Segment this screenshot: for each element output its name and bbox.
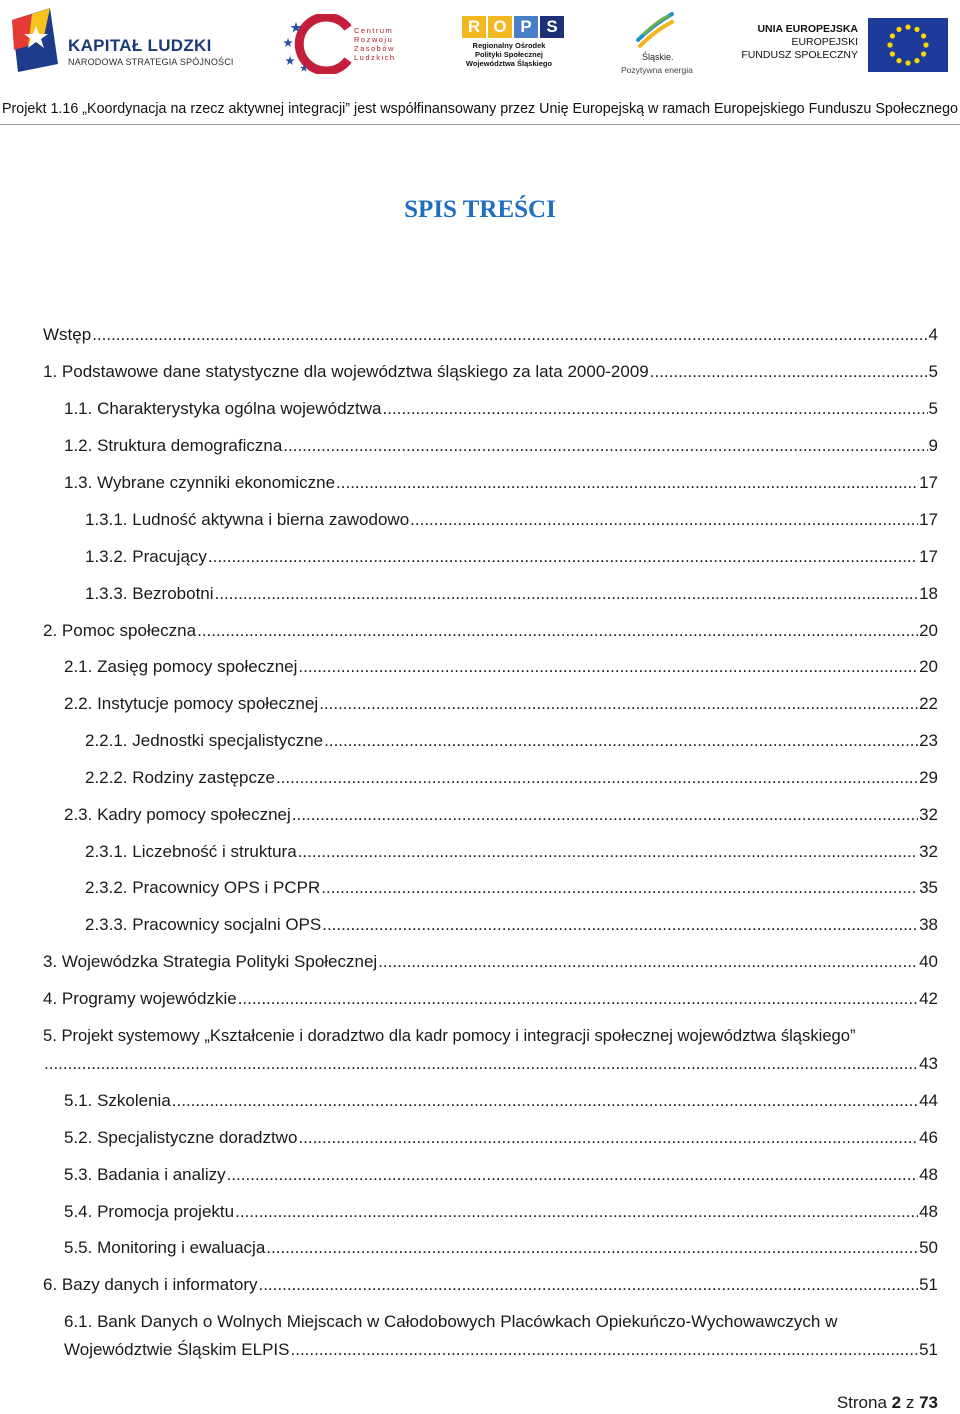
toc-entry-1-1[interactable]: 1.1. Charakterystyka ogólna województwa ..... 5 xyxy=(64,399,938,419)
toc-entry-2-2-2[interactable]: 2.2.2. Rodziny zastępcze ..... 29 xyxy=(85,768,938,788)
crzl-name: Centrum Rozwoju Zasobów Ludzkich xyxy=(354,26,396,62)
toc-entry-6[interactable]: 6. Bazy danych i informatory ..... 51 xyxy=(43,1275,938,1295)
toc-entry-5[interactable]: ..... 43 xyxy=(43,1054,938,1074)
toc-entry-1-3-1[interactable]: 1.3.1. Ludność aktywna i bierna zawodowo ..... 17 xyxy=(85,510,938,530)
toc-entry-2-1[interactable]: 2.1. Zasięg pomocy społecznej ..... 20 xyxy=(64,657,938,677)
toc-entry-5-3[interactable]: 5.3. Badania i analizy ..... 48 xyxy=(64,1165,938,1185)
slaskie-name: Śląskie. xyxy=(642,52,674,62)
toc-entry-1-3[interactable]: 1.3. Wybrane czynniki ekonomiczne ..... 17 xyxy=(64,473,938,493)
kapital-ludzki-title: KAPITAŁ LUDZKI xyxy=(68,36,212,55)
header-divider xyxy=(0,124,960,125)
toc-entry-5-2[interactable]: 5.2. Specjalistyczne doradztwo ..... 46 xyxy=(64,1128,938,1148)
kapital-ludzki-emblem-icon xyxy=(10,6,62,74)
eu-text: UNIA EUROPEJSKA EUROPEJSKI FUNDUSZ SPOŁECZNY xyxy=(741,23,858,61)
toc-entry-1-2[interactable]: 1.2. Struktura demograficzna ..... 9 xyxy=(64,436,938,456)
crzl-emblem-icon xyxy=(282,14,354,74)
toc-entry-2-3-2[interactable]: 2.3.2. Pracownicy OPS i PCPR ..... 35 xyxy=(85,878,938,898)
toc-entry-1-3-2[interactable]: 1.3.2. Pracujący ..... 17 xyxy=(85,547,938,567)
project-cofinancing-line: Projekt 1.16 „Koordynacja na rzecz aktywnej integracji” jest współfinansowany przez Unię Europejską w ramach Europejskiego Funduszu Społecznego xyxy=(2,101,958,117)
toc-entry-2-2[interactable]: 2.2. Instytucje pomocy społecznej ..... 22 xyxy=(64,694,938,714)
toc-entry-1[interactable]: 1. Podstawowe dane statystyczne dla województwa śląskiego za lata 2000-2009 ..... 5 xyxy=(43,362,938,382)
toc-entry-4[interactable]: 4. Programy wojewódzkie ..... 42 xyxy=(43,989,938,1009)
toc-entry-5-label[interactable]: 5. Projekt systemowy „Kształcenie i doradztwo dla kadr pomocy i integracji społecznej województwa śląskiego” xyxy=(43,1026,856,1045)
toc-entry-6-1[interactable]: Województwie Śląskim ELPIS ..... 51 xyxy=(64,1340,938,1360)
crzl-logo xyxy=(282,14,394,74)
toc-entry-wstep[interactable]: Wstęp ..... 4 xyxy=(43,325,938,345)
toc-entry-6-1-line1[interactable]: 6.1. Bank Danych o Wolnych Miejscach w Całodobowych Placówkach Opiekuńczo-Wychowawczych w xyxy=(64,1312,838,1331)
toc-entry-2-3-1[interactable]: 2.3.1. Liczebność i struktura ..... 32 xyxy=(85,842,938,862)
eu-logo xyxy=(741,18,948,72)
toc-entry-2-3[interactable]: 2.3. Kadry pomocy społecznej ..... 32 xyxy=(64,805,938,825)
page-number: Strona 2 z 73 xyxy=(836,1393,938,1412)
kapital-ludzki-logo xyxy=(10,6,235,76)
header-logo-band xyxy=(0,0,960,82)
toc-entry-2-2-1[interactable]: 2.2.1. Jednostki specjalistyczne ..... 23 xyxy=(85,731,938,751)
toc-entry-2-3-3[interactable]: 2.3.3. Pracownicy socjalni OPS ..... 38 xyxy=(85,915,938,935)
toc-entry-1-3-3[interactable]: 1.3.3. Bezrobotni ..... 18 xyxy=(85,584,938,604)
page-title: SPIS TREŚCI xyxy=(404,196,556,223)
rops-name: Regionalny Ośrodek Polityki Społecznej Województwa Śląskiego xyxy=(465,41,553,68)
toc-entry-5-5[interactable]: 5.5. Monitoring i ewaluacja ..... 50 xyxy=(64,1238,938,1258)
eu-flag-icon xyxy=(868,18,948,72)
rops-logo xyxy=(450,16,568,72)
kapital-ludzki-subtitle: NARODOWA STRATEGIA SPÓJNOŚCI xyxy=(68,57,234,67)
rops-letters: R O P S xyxy=(462,16,564,38)
toc-entry-3[interactable]: 3. Wojewódzka Strategia Polityki Społecznej ..... 40 xyxy=(43,952,938,972)
toc-entry-2[interactable]: 2. Pomoc społeczna ..... 20 xyxy=(43,621,938,641)
slaskie-logo xyxy=(616,10,696,76)
slaskie-swoosh-icon xyxy=(634,10,676,50)
toc-entry-5-1[interactable]: 5.1. Szkolenia ..... 44 xyxy=(64,1091,938,1111)
toc-entry-5-4[interactable]: 5.4. Promocja projektu ..... 48 xyxy=(64,1202,938,1222)
slaskie-tagline: Pozytywna energia xyxy=(621,65,693,75)
